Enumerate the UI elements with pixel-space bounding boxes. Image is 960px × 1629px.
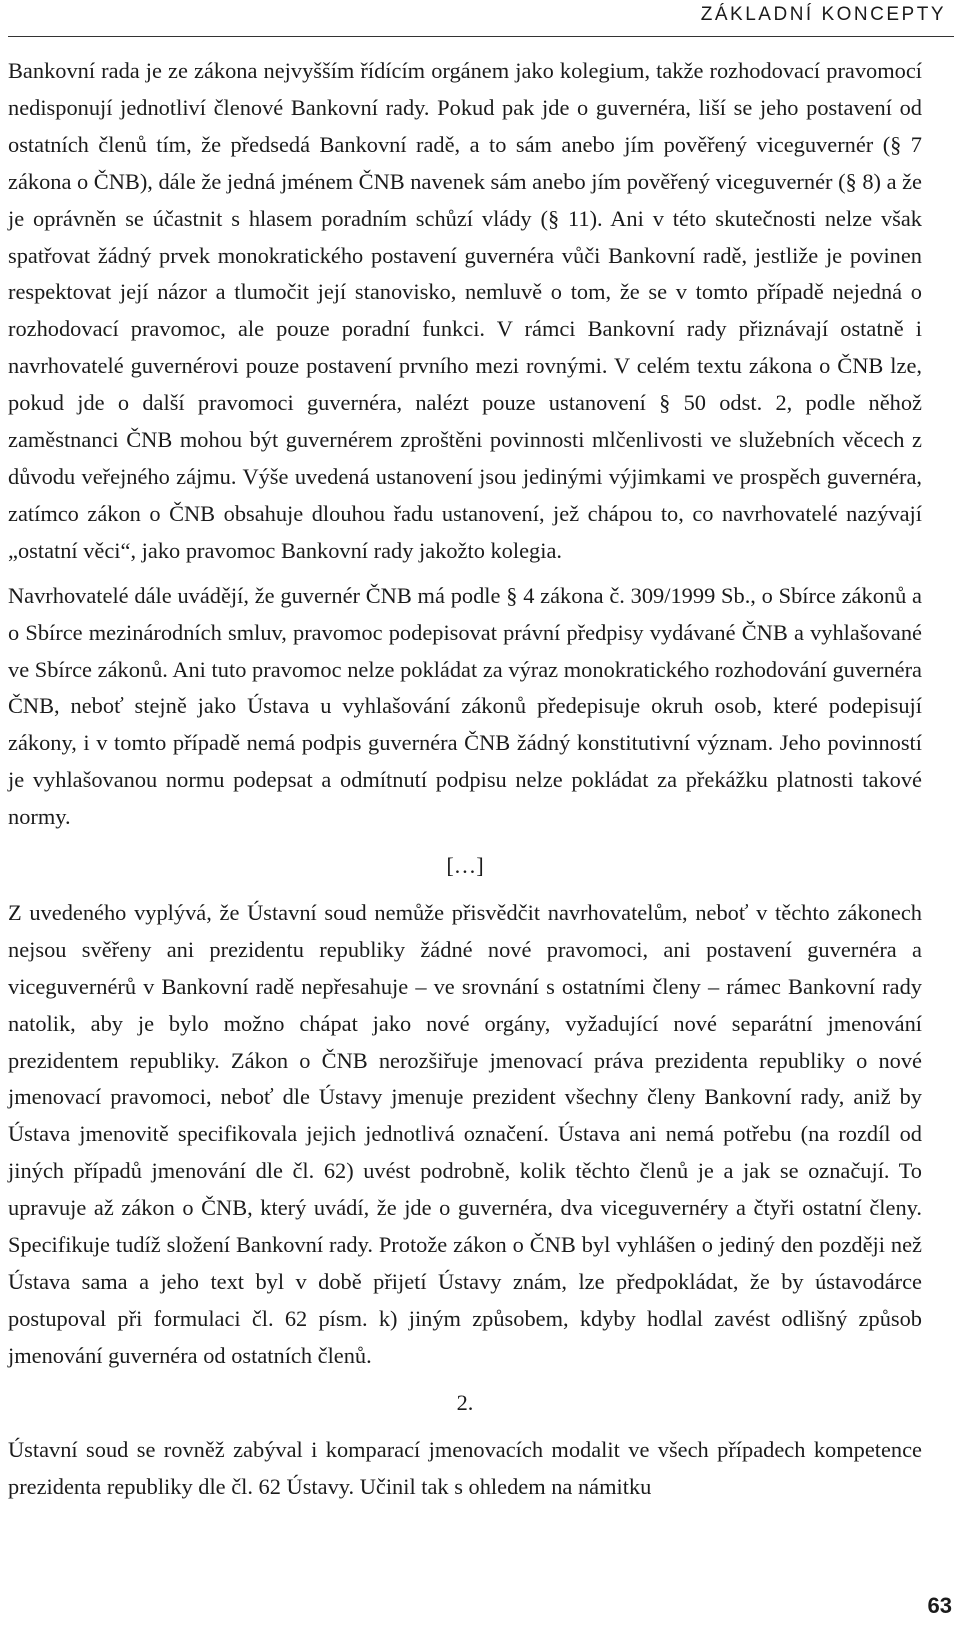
omission-mark: […] (446, 853, 484, 879)
paragraph-comparison: Ústavní soud se rovněž zabýval i komparací jmenovacích modalit ve všech případech kompetence prezidenta republiky dle čl. 62 Ústavy. Učinil tak s ohledem na námitku (8, 1436, 922, 1499)
page-number: 63 (927, 1593, 952, 1618)
paragraph-signing-powers: Navrhovatelé dále uvádějí, že guvernér ČNB má podle § 4 zákona č. 309/1999 Sb., o Sbírce zákonů a o Sbírce mezinárodních smluv, pravomoc podepisovat právní předpisy vydávané ČNB a vyhlašované ve Sbírce zákonů. Ani tuto pravomoc nelze pokládat za výraz monokratického rozhodování guvernéra ČNB, neboť stejně jako Ústava u vyhlašování zákonů předepisuje okruh osob, které podepisují zákony, i v tomto případě nemá podpis guvernéra ČNB žádný konstitutivní význam. Jeho povinností je vyhlašovanou normu podepsat a odmítnutí podpisu nelze pokládat za překážku platnosti takové normy. (8, 582, 922, 830)
paragraph-conclusion: Z uvedeného vyplývá, že Ústavní soud nemůže přisvědčit navrhovatelům, neboť v těchto zákonech nejsou svěřeny ani prezidentu republiky žádné nové pravomoci, ani postavení guvernéra a viceguvernérů v Bankovní radě nepřesahuje – ve srovnání s ostatními členy – rámec Bankovní rady natolik, aby je bylo možno chápat jako nové orgány, vyžadující nové separátní jmenování prezidentem republiky. Zákon o ČNB nerozšiřuje jmenovací práva prezidenta republiky o nové jmenovací pravomoci, neboť dle Ústavy jmenuje prezident všechny členy Bankovní rady, aniž by Ústava jmenovitě specifikovala jejich jednotlivá označení. Ústava ani nemá potřebu (na rozdíl od jiných případů jmenování dle čl. 62) uvést podrobně, kolik těchto členů je a jak se označují. To upravuje až zákon o ČNB, který uvádí, že jde o guvernéra, dva viceguvernéry a čtyři ostatní členy. Specifikuje tudíž složení Bankovní rady. Protože zákon o ČNB byl vyhlášen o jediný den později než Ústava sama a jeho text byl v době přijetí Ústavy znám, lze předpokládat, že by ústavodárce postupoval při formulaci čl. 62 písm. k) jiným způsobem, kdyby hodlal zavést odlišný způsob jmenování guvernéra od ostatních členů. (8, 899, 922, 1368)
page-body (8, 53, 922, 1505)
paragraph-bank-board: Bankovní rada je ze zákona nejvyšším řídícím orgánem jako kolegium, takže rozhodovací pravomocí nedisponují jednotliví členové Bankovní rady. Pokud pak jde o guvernéra, liší se jeho postavení od ostatních členů tím, že předsedá Bankovní radě, a to sám anebo jím pověřený viceguvernér (§ 7 zákona o ČNB), dále že jedná jménem ČNB navenek sám anebo jím pověřený viceguvernér (§ 8) a že je oprávněn se účastnit s hlasem poradním schůzí vlády (§ 11). Ani v této skutečnosti nelze však spatřovat žádný prvek monokratického postavení guvernéra vůči Bankovní radě, jestliže je povinen respektovat její názor a tlumočit její stanovisko, nemluvě o tom, že se v tomto případě nejedná o rozhodovací pravomoc, ale pouze poradní funkci. V rámci Bankovní rady přiznávají ostatně i navrhovatelé guvernérovi pouze postavení prvního mezi rovnými. V celém textu zákona o ČNB lze, pokud jde o další pravomoci guvernéra, nalézt pouze ustanovení § 50 odst. 2, podle něhož zaměstnanci ČNB mohou být guvernérem zproštěni povinnosti mlčenlivosti ve služebních věcech z důvodu veřejného zájmu. Výše uvedená ustanovení jsou jedinými výjimkami ve prospěch guvernéra, zatímco zákon o ČNB obsahuje dlouhou řadu ustanovení, jež chápou to, co navrhovatelé nazývají „ostatní věci“, jako pravomoc Bankovní rady jakožto kolegia. (8, 58, 922, 563)
header-rule (8, 36, 954, 37)
section-number: 2. (456, 1389, 474, 1415)
running-header-title: ZÁKLADNÍ KONCEPTY (700, 4, 946, 25)
